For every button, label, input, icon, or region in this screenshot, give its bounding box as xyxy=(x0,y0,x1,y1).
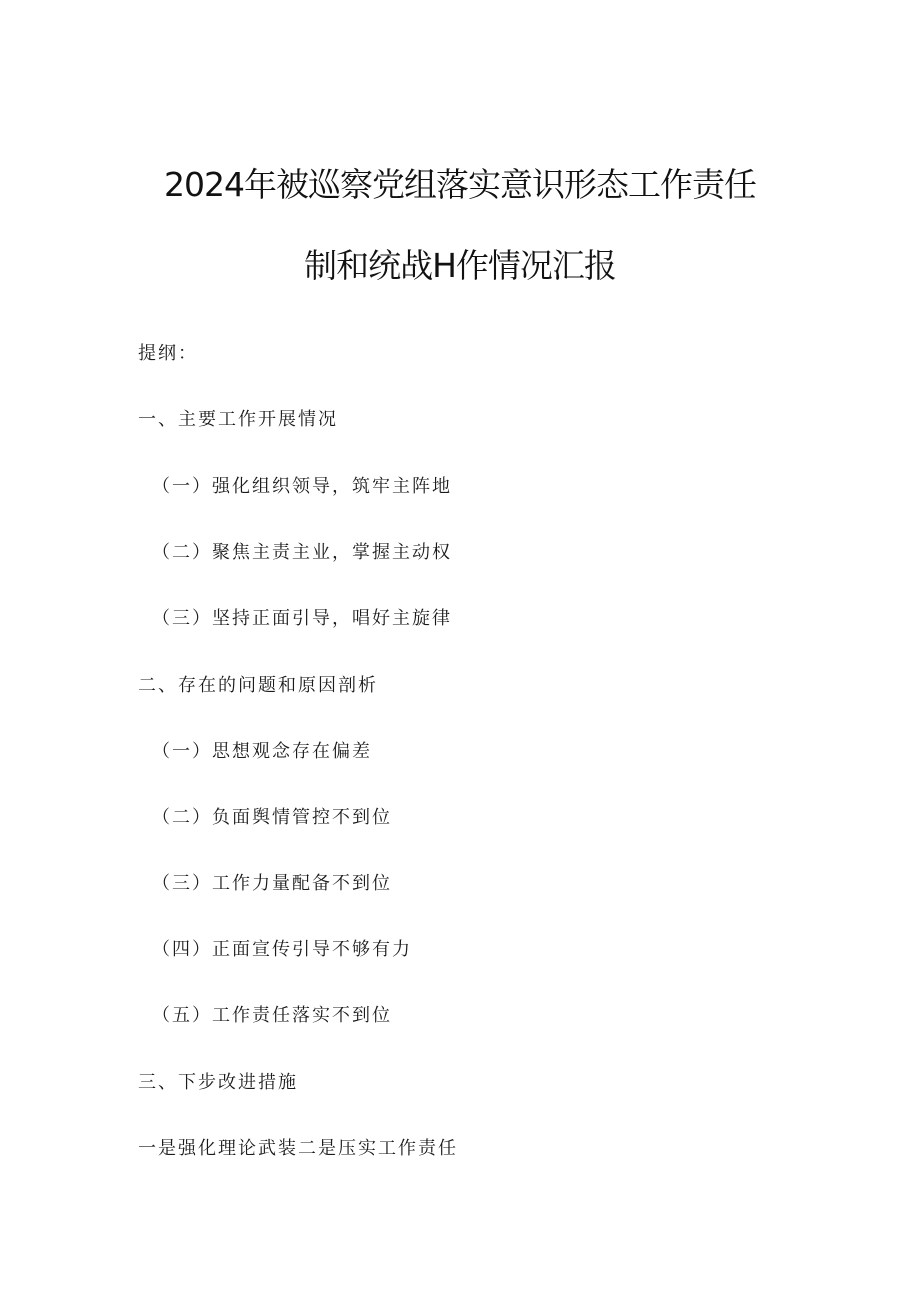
outline-item: （三）工作力量配备不到位 xyxy=(152,873,392,894)
outline-item: （二）聚焦主责主业，掌握主动权 xyxy=(152,542,452,563)
outline-item: （五）工作责任落实不到位 xyxy=(152,1005,392,1026)
document-title-line-2: 制和统战H作情况汇报 xyxy=(304,246,616,285)
document-title-line-1: 2024年被巡察党组落实意识形态工作责任 xyxy=(164,165,756,204)
outline-label: 提纲： xyxy=(138,343,198,364)
outline-item: （三）坚持正面引导，唱好主旋律 xyxy=(152,608,452,629)
outline-item: （二）负面舆情管控不到位 xyxy=(152,807,392,828)
outline-item: （四）正面宣传引导不够有力 xyxy=(152,939,412,960)
section-heading-1: 一、主要工作开展情况 xyxy=(138,409,338,430)
section-heading-3: 三、下步改进措施 xyxy=(138,1072,298,1093)
closing-line: 一是强化理论武装二是压实工作责任 xyxy=(138,1138,458,1159)
outline-item: （一）强化组织领导，筑牢主阵地 xyxy=(152,476,452,497)
section-heading-2: 二、存在的问题和原因剖析 xyxy=(138,675,378,696)
outline-item: （一）思想观念存在偏差 xyxy=(152,741,372,762)
